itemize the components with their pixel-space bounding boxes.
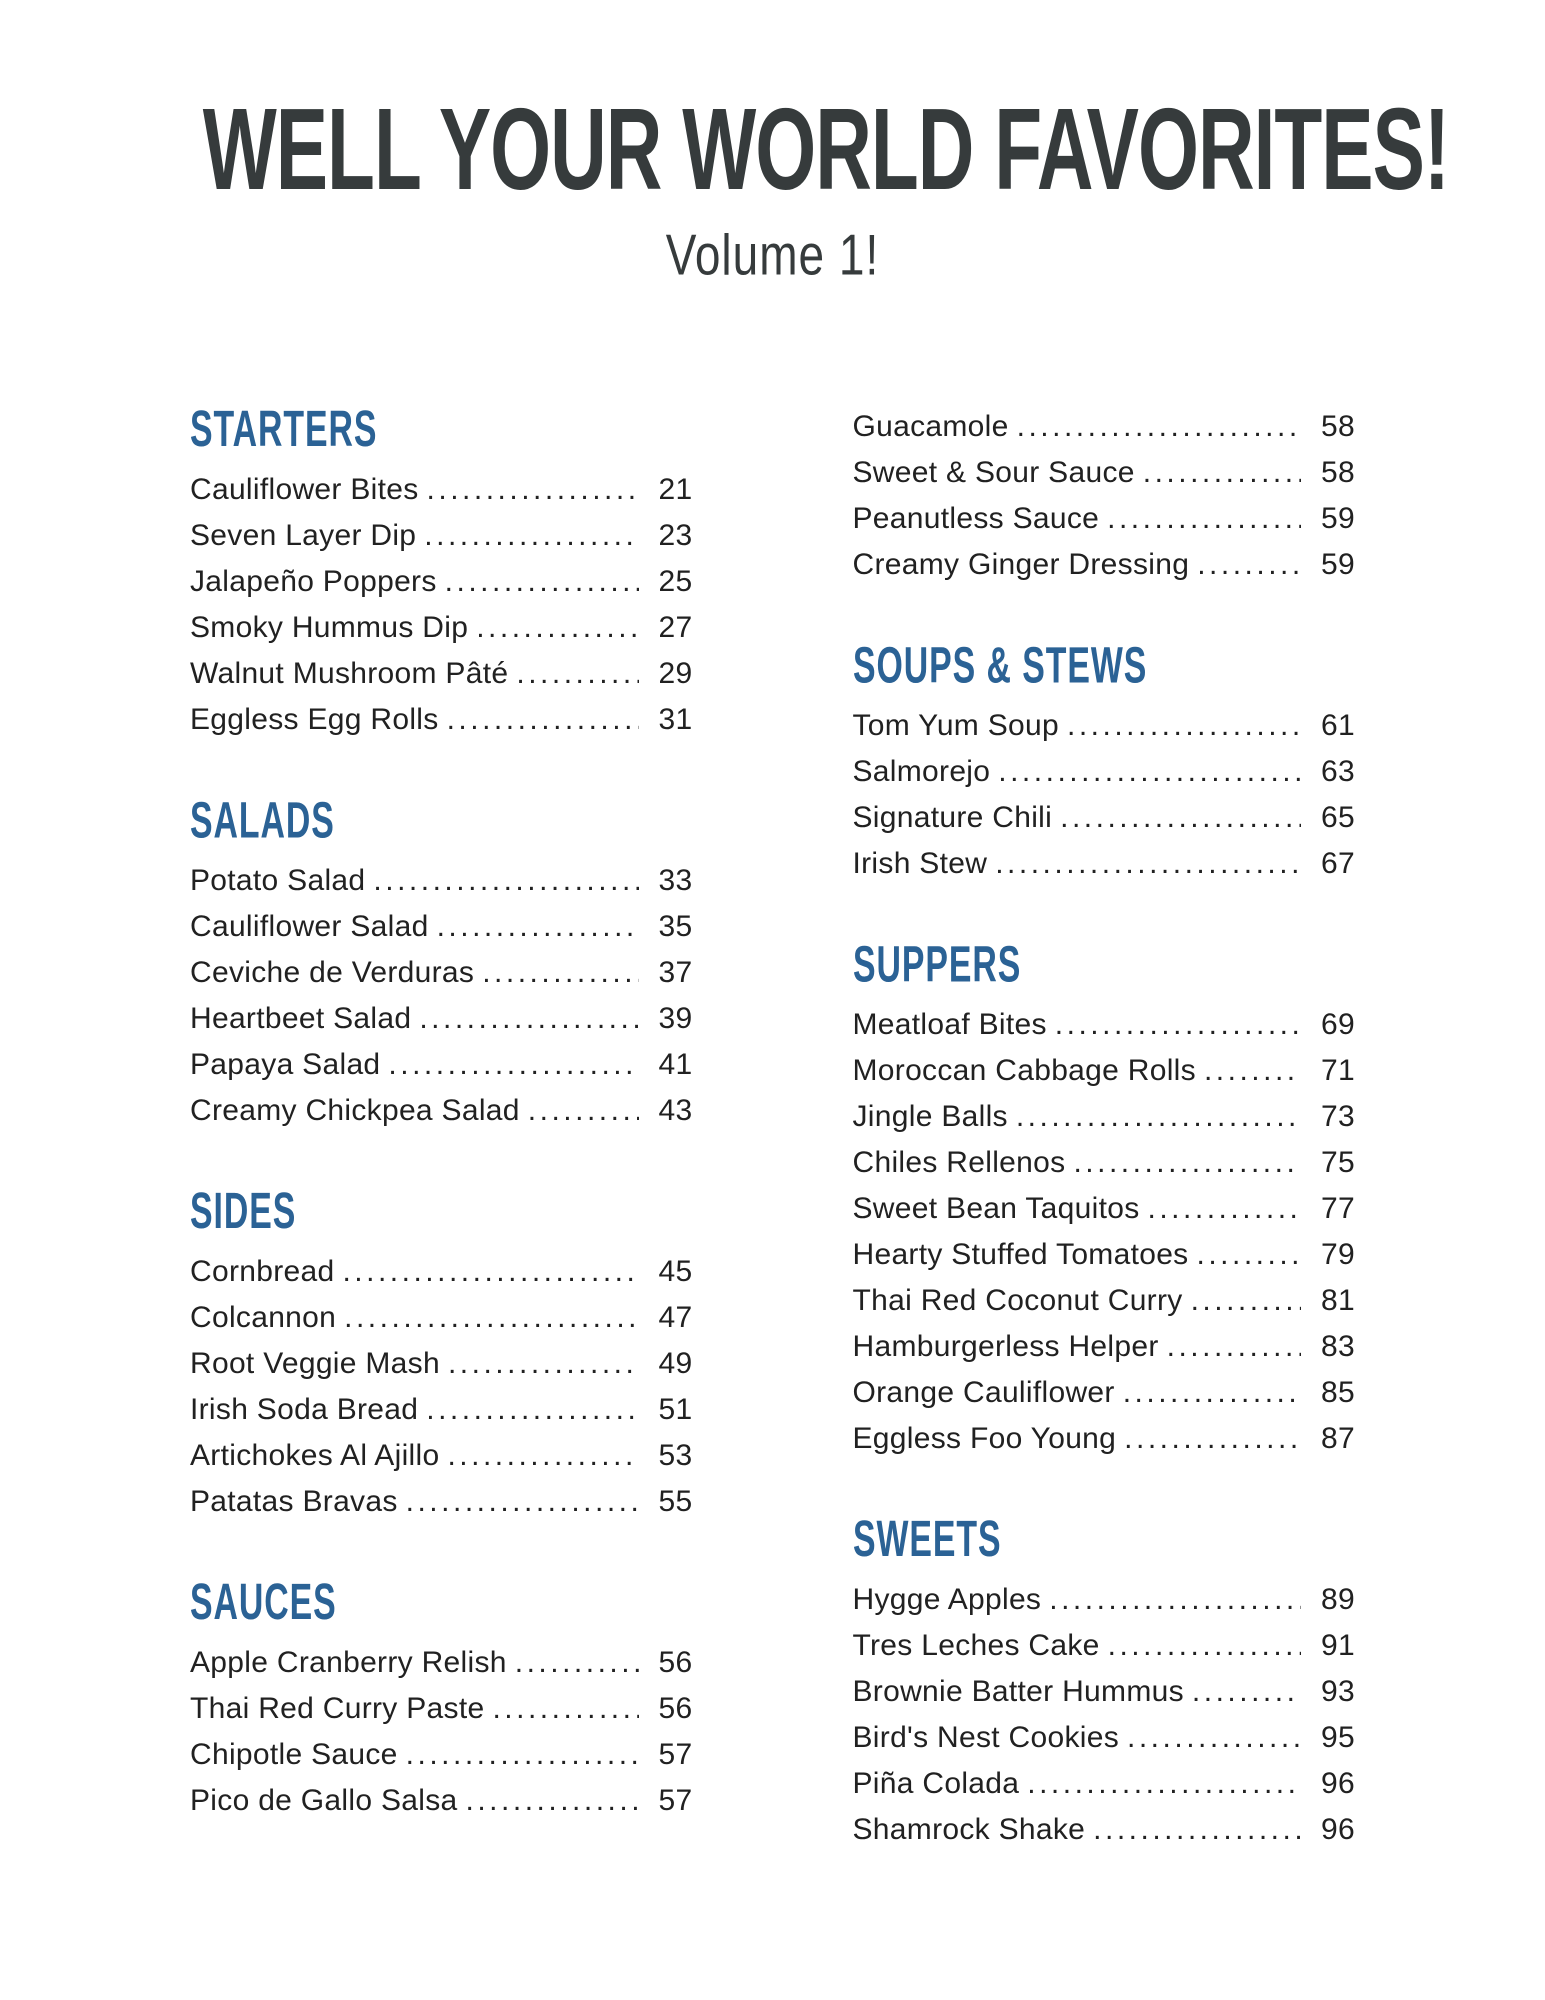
dot-leader bbox=[466, 1778, 639, 1824]
dot-leader bbox=[1124, 1416, 1301, 1462]
section-heading-salads: SALADS bbox=[190, 790, 335, 849]
dot-leader bbox=[1143, 450, 1301, 496]
toc-columns bbox=[190, 399, 1355, 1853]
dot-leader bbox=[515, 1640, 639, 1686]
recipe-name: Tom Yum Soup bbox=[852, 709, 1059, 742]
toc-entry bbox=[190, 697, 693, 743]
toc-entry bbox=[853, 1278, 1356, 1324]
dot-leader bbox=[1017, 404, 1301, 450]
recipe-name: Signature Chili bbox=[852, 801, 1053, 834]
recipe-name: Ceviche de Verduras bbox=[190, 956, 475, 989]
recipe-name: Smoky Hummus Dip bbox=[190, 611, 469, 644]
page-number: 87 bbox=[1321, 1422, 1355, 1455]
page-number: 85 bbox=[1321, 1376, 1355, 1409]
dot-leader bbox=[528, 1088, 639, 1134]
recipe-name: Chiles Rellenos bbox=[852, 1146, 1066, 1179]
recipe-name: Patatas Bravas bbox=[190, 1485, 398, 1518]
page-number: 43 bbox=[658, 1094, 693, 1127]
recipe-name: Thai Red Coconut Curry bbox=[852, 1284, 1183, 1317]
dot-leader bbox=[424, 513, 638, 559]
toc-entry bbox=[190, 1387, 693, 1433]
dot-leader bbox=[419, 996, 638, 1042]
section-heading-sweets: SWEETS bbox=[852, 1509, 1002, 1568]
page-number: 29 bbox=[658, 657, 693, 690]
toc-entry bbox=[853, 1048, 1356, 1094]
section-heading-suppers: SUPPERS bbox=[852, 934, 1021, 993]
page-number: 37 bbox=[658, 956, 693, 989]
recipe-name: Hygge Apples bbox=[852, 1583, 1042, 1616]
dot-leader bbox=[406, 1732, 639, 1778]
recipe-name: Guacamole bbox=[852, 410, 1009, 443]
page-number: 59 bbox=[1321, 548, 1355, 581]
page-number: 83 bbox=[1321, 1330, 1355, 1363]
page-number: 51 bbox=[658, 1393, 693, 1426]
dot-leader bbox=[1108, 1623, 1301, 1669]
page-number: 27 bbox=[658, 611, 693, 644]
page-number: 41 bbox=[658, 1048, 693, 1081]
toc-entry bbox=[853, 496, 1356, 542]
page-number: 69 bbox=[1321, 1008, 1355, 1041]
page-number: 56 bbox=[658, 1646, 693, 1679]
recipe-name: Tres Leches Cake bbox=[852, 1629, 1100, 1662]
dot-leader bbox=[492, 1686, 638, 1732]
recipe-name: Apple Cranberry Relish bbox=[190, 1646, 507, 1679]
toc-entry bbox=[190, 1249, 693, 1295]
page-number: 96 bbox=[1321, 1813, 1355, 1846]
dot-leader bbox=[1016, 1094, 1301, 1140]
toc-entry bbox=[190, 1295, 693, 1341]
dot-leader bbox=[447, 1433, 638, 1479]
toc-entry bbox=[190, 1479, 693, 1525]
page-number: 75 bbox=[1321, 1146, 1355, 1179]
recipe-name: Meatloaf Bites bbox=[852, 1008, 1047, 1041]
toc-entry bbox=[190, 1640, 693, 1686]
dot-leader bbox=[995, 841, 1301, 887]
page-number: 89 bbox=[1321, 1583, 1355, 1616]
toc-entry bbox=[853, 1577, 1356, 1623]
dot-leader bbox=[1049, 1577, 1301, 1623]
toc-entry bbox=[190, 950, 693, 996]
recipe-name: Shamrock Shake bbox=[852, 1813, 1086, 1846]
page-number: 58 bbox=[1321, 410, 1355, 443]
toc-entry bbox=[853, 1370, 1356, 1416]
dot-leader bbox=[447, 697, 639, 743]
dot-leader bbox=[1060, 795, 1301, 841]
toc-entry bbox=[190, 1433, 693, 1479]
dot-leader bbox=[1191, 1278, 1301, 1324]
toc-entry bbox=[190, 1341, 693, 1387]
toc-entry bbox=[190, 559, 693, 605]
toc-entry bbox=[190, 651, 693, 697]
toc-entry bbox=[853, 1715, 1356, 1761]
toc-entry bbox=[853, 450, 1356, 496]
page-header bbox=[190, 84, 1450, 287]
toc-entry bbox=[190, 1778, 693, 1824]
dot-leader bbox=[426, 1387, 638, 1433]
dot-leader bbox=[1073, 1140, 1301, 1186]
toc-entry bbox=[853, 1232, 1356, 1278]
toc-entry bbox=[190, 467, 693, 513]
page-number: 63 bbox=[1321, 755, 1355, 788]
page-number: 93 bbox=[1321, 1675, 1355, 1708]
page-number: 45 bbox=[658, 1255, 693, 1288]
section-heading-starters: STARTERS bbox=[190, 399, 378, 458]
dot-leader bbox=[1192, 1669, 1301, 1715]
dot-leader bbox=[373, 858, 638, 904]
recipe-name: Chipotle Sauce bbox=[190, 1738, 398, 1771]
toc-right-column bbox=[853, 404, 1356, 1853]
recipe-name: Heartbeet Salad bbox=[190, 1002, 412, 1035]
recipe-name: Cauliflower Bites bbox=[190, 473, 419, 506]
page-number: 35 bbox=[658, 910, 693, 943]
page-number: 71 bbox=[1321, 1054, 1355, 1087]
recipe-name: Jingle Balls bbox=[852, 1100, 1008, 1133]
page-number: 31 bbox=[658, 703, 693, 736]
page-number: 81 bbox=[1321, 1284, 1355, 1317]
dot-leader bbox=[1204, 1048, 1301, 1094]
recipe-name: Brownie Batter Hummus bbox=[852, 1675, 1184, 1708]
toc-entry bbox=[190, 513, 693, 559]
recipe-name: Seven Layer Dip bbox=[190, 519, 417, 552]
section-heading-sauces: SAUCES bbox=[190, 1572, 337, 1631]
recipe-name: Salmorejo bbox=[852, 755, 991, 788]
toc-entry bbox=[190, 1042, 693, 1088]
page-number: 39 bbox=[658, 1002, 693, 1035]
dot-leader bbox=[476, 605, 638, 651]
page-number: 77 bbox=[1321, 1192, 1355, 1225]
page-number: 96 bbox=[1321, 1767, 1355, 1800]
dot-leader bbox=[388, 1042, 638, 1088]
toc-entry bbox=[190, 1088, 693, 1134]
page-number: 49 bbox=[658, 1347, 693, 1380]
dot-leader bbox=[1067, 703, 1301, 749]
dot-leader bbox=[1027, 1761, 1301, 1807]
toc-entry bbox=[853, 1416, 1356, 1462]
dot-leader bbox=[1123, 1370, 1301, 1416]
page-number: 73 bbox=[1321, 1100, 1355, 1133]
dot-leader bbox=[1148, 1186, 1301, 1232]
dot-leader bbox=[1196, 1232, 1301, 1278]
section-heading-soups-stews: SOUPS & STEWS bbox=[852, 635, 1147, 694]
recipe-name: Papaya Salad bbox=[190, 1048, 381, 1081]
recipe-name: Sweet & Sour Sauce bbox=[852, 456, 1135, 489]
page-number: 95 bbox=[1321, 1721, 1355, 1754]
page-number: 33 bbox=[658, 864, 693, 897]
dot-leader bbox=[1055, 1002, 1301, 1048]
recipe-name: Potato Salad bbox=[190, 864, 366, 897]
toc-entry bbox=[853, 542, 1356, 588]
dot-leader bbox=[516, 651, 638, 697]
toc-entry bbox=[853, 841, 1356, 887]
dot-leader bbox=[445, 559, 639, 605]
page-number: 55 bbox=[658, 1485, 693, 1518]
dot-leader bbox=[342, 1249, 638, 1295]
dot-leader bbox=[1127, 1715, 1301, 1761]
toc-entry bbox=[853, 1186, 1356, 1232]
recipe-name: Hamburgerless Helper bbox=[852, 1330, 1159, 1363]
recipe-name: Creamy Ginger Dressing bbox=[852, 548, 1190, 581]
page-number: 57 bbox=[658, 1738, 693, 1771]
toc-entry bbox=[853, 1669, 1356, 1715]
recipe-name: Walnut Mushroom Pâté bbox=[190, 657, 509, 690]
page-number: 67 bbox=[1321, 847, 1355, 880]
recipe-name: Cauliflower Salad bbox=[190, 910, 429, 943]
recipe-name: Moroccan Cabbage Rolls bbox=[852, 1054, 1196, 1087]
page-number: 47 bbox=[658, 1301, 693, 1334]
recipe-name: Piña Colada bbox=[852, 1767, 1020, 1800]
page-number: 65 bbox=[1321, 801, 1355, 834]
recipe-name: Cornbread bbox=[190, 1255, 335, 1288]
page-number: 23 bbox=[658, 519, 693, 552]
recipe-name: Pico de Gallo Salsa bbox=[190, 1784, 458, 1817]
page-number: 21 bbox=[658, 473, 693, 506]
recipe-name: Bird's Nest Cookies bbox=[852, 1721, 1120, 1754]
dot-leader bbox=[1167, 1324, 1301, 1370]
section-heading-sides: SIDES bbox=[190, 1181, 297, 1240]
page-number: 58 bbox=[1321, 456, 1355, 489]
toc-left-column bbox=[190, 399, 693, 1824]
toc-entry bbox=[853, 1094, 1356, 1140]
toc-entry bbox=[853, 703, 1356, 749]
recipe-name: Colcannon bbox=[190, 1301, 337, 1334]
recipe-name: Irish Soda Bread bbox=[190, 1393, 419, 1426]
toc-entry bbox=[853, 1140, 1356, 1186]
toc-entry bbox=[190, 1732, 693, 1778]
recipe-name: Eggless Egg Rolls bbox=[190, 703, 439, 736]
toc-entry bbox=[853, 1002, 1356, 1048]
recipe-name: Irish Stew bbox=[852, 847, 988, 880]
recipe-name: Jalapeño Poppers bbox=[190, 565, 437, 598]
recipe-name: Artichokes Al Ajillo bbox=[190, 1439, 440, 1472]
dot-leader bbox=[1197, 542, 1301, 588]
dot-leader bbox=[448, 1341, 639, 1387]
recipe-name: Root Veggie Mash bbox=[190, 1347, 440, 1380]
dot-leader bbox=[482, 950, 638, 996]
toc-entry bbox=[853, 1623, 1356, 1669]
dot-leader bbox=[344, 1295, 638, 1341]
recipe-name: Sweet Bean Taquitos bbox=[852, 1192, 1140, 1225]
page-number: 61 bbox=[1321, 709, 1355, 742]
page-number: 53 bbox=[658, 1439, 693, 1472]
dot-leader bbox=[1093, 1807, 1301, 1853]
dot-leader bbox=[427, 467, 639, 513]
page-number: 57 bbox=[658, 1784, 693, 1817]
toc-entry bbox=[853, 795, 1356, 841]
recipe-name: Peanutless Sauce bbox=[852, 502, 1100, 535]
page-number: 91 bbox=[1321, 1629, 1355, 1662]
toc-entry bbox=[853, 1761, 1356, 1807]
recipe-name: Orange Cauliflower bbox=[852, 1376, 1115, 1409]
toc-entry bbox=[853, 1807, 1356, 1853]
page-subtitle: Volume 1! bbox=[665, 221, 880, 287]
page-title: WELL YOUR WORLD FAVORITES! bbox=[202, 84, 1450, 214]
toc-entry bbox=[190, 904, 693, 950]
page-number: 79 bbox=[1321, 1238, 1355, 1271]
toc-entry bbox=[190, 996, 693, 1042]
dot-leader bbox=[437, 904, 639, 950]
page-number: 56 bbox=[658, 1692, 693, 1725]
dot-leader bbox=[406, 1479, 639, 1525]
page-number: 59 bbox=[1321, 502, 1355, 535]
recipe-name: Eggless Foo Young bbox=[852, 1422, 1117, 1455]
toc-entry bbox=[190, 858, 693, 904]
toc-entry bbox=[853, 1324, 1356, 1370]
toc-entry bbox=[190, 1686, 693, 1732]
dot-leader bbox=[1107, 496, 1301, 542]
recipe-name: Thai Red Curry Paste bbox=[190, 1692, 485, 1725]
dot-leader bbox=[998, 749, 1301, 795]
recipe-name: Hearty Stuffed Tomatoes bbox=[852, 1238, 1189, 1271]
toc-entry bbox=[190, 605, 693, 651]
toc-entry bbox=[853, 404, 1356, 450]
toc-entry bbox=[853, 749, 1356, 795]
recipe-name: Creamy Chickpea Salad bbox=[190, 1094, 520, 1127]
page-number: 25 bbox=[658, 565, 693, 598]
